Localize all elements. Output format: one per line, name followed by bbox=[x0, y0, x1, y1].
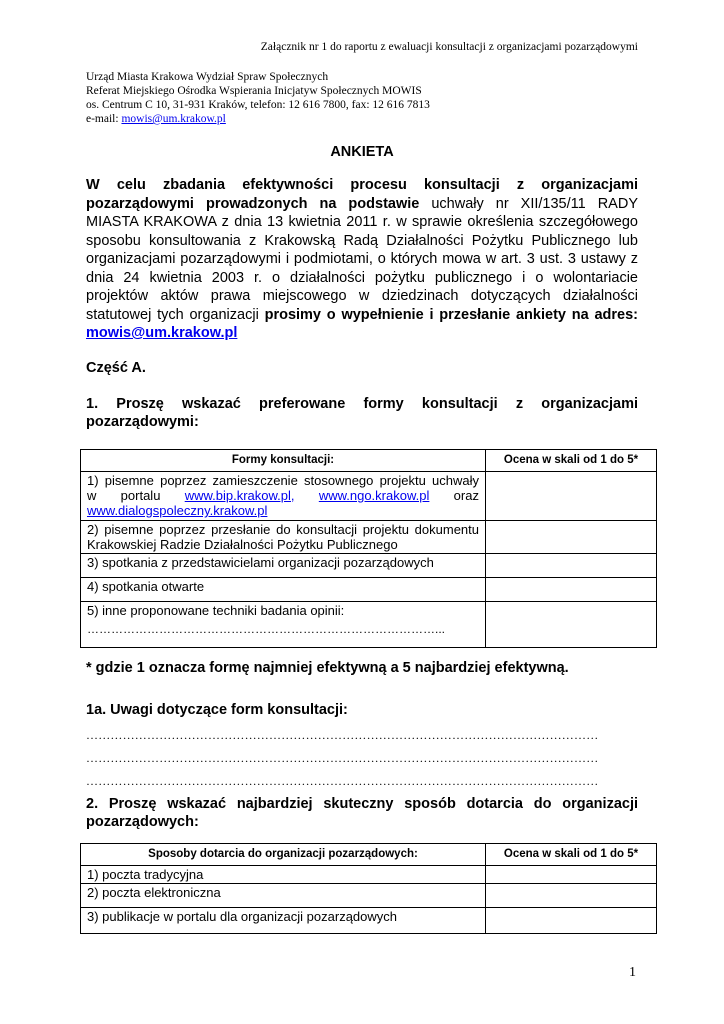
address-line-1: Urząd Miasta Krakowa Wydział Spraw Społecznych bbox=[86, 71, 329, 83]
address-email-line bbox=[86, 112, 430, 126]
ngo-link[interactable]: www.ngo.krakow.pl bbox=[318, 488, 430, 503]
intro-email-link[interactable]: mowis@um.krakow.pl bbox=[86, 325, 238, 341]
table-row bbox=[81, 908, 657, 934]
outreach-methods-table bbox=[80, 843, 657, 934]
table-row bbox=[81, 472, 657, 521]
rating-input-3[interactable] bbox=[486, 554, 657, 578]
email-link[interactable]: mowis@um.krakow.pl bbox=[121, 113, 226, 125]
intro-bold-start: W celu zbadania efektywności procesu konsultacji z organizacjami pozarządowymi prowadzonych na podstawie bbox=[86, 177, 638, 212]
table-row bbox=[81, 602, 657, 648]
table1-row4: 4) spotkania otwarte bbox=[81, 578, 486, 602]
bip-link[interactable]: www.bip.krakow.pl, bbox=[184, 488, 295, 503]
rating-input-6[interactable] bbox=[486, 866, 657, 884]
rating-input-2[interactable] bbox=[486, 521, 657, 554]
page-title: ANKIETA bbox=[330, 144, 394, 160]
table2-row3: 3) publikacje w portalu dla organizacji pozarządowych bbox=[81, 908, 486, 934]
comment-line-1[interactable]: ……………………………………………………………………………………………………………… bbox=[86, 728, 599, 742]
email-label: e-mail: bbox=[86, 113, 122, 125]
table-row bbox=[81, 884, 657, 908]
table2-row2: 2) poczta elektroniczna bbox=[81, 884, 486, 908]
row5-label: 5) inne proponowane techniki badania opinii: bbox=[87, 603, 345, 618]
table1-header-rating: Ocena w skali od 1 do 5* bbox=[486, 450, 657, 472]
table-row bbox=[81, 866, 657, 884]
question-2: 2. Proszę wskazać najbardziej skuteczny sposób dotarcia do organizacji pozarządowych: bbox=[86, 796, 638, 830]
intro-paragraph bbox=[86, 176, 638, 343]
dialog-link[interactable]: www.dialogspoleczny.krakow.pl bbox=[87, 503, 268, 518]
table1-header-forms: Formy konsultacji: bbox=[81, 450, 486, 472]
rating-input-7[interactable] bbox=[486, 884, 657, 908]
footnote: * gdzie 1 oznacza formę najmniej efektywną a 5 najbardziej efektywną. bbox=[86, 660, 569, 676]
rating-input-4[interactable] bbox=[486, 578, 657, 602]
sender-address bbox=[86, 70, 430, 126]
table2-header-rating: Ocena w skali od 1 do 5* bbox=[486, 844, 657, 866]
row1-word-oraz: oraz bbox=[453, 488, 479, 503]
table-row bbox=[81, 521, 657, 554]
rating-input-8[interactable] bbox=[486, 908, 657, 934]
table2-header-methods: Sposoby dotarcia do organizacji pozarządowych: bbox=[81, 844, 486, 866]
table1-row2: 2) pisemne poprzez przesłanie do konsultacji projektu dokumentu Krakowskiej Radzie Działalności Pożytku Publicznego bbox=[81, 521, 486, 554]
row1-line1: 1) pisemne poprzez zamieszczenie stosownego projektu uchwały bbox=[87, 473, 479, 488]
header-note: Załącznik nr 1 do raportu z ewaluacji konsultacji z organizacjami pozarządowymi bbox=[260, 41, 638, 53]
question-1a: 1a. Uwagi dotyczące form konsultacji: bbox=[86, 702, 348, 718]
table1-row5 bbox=[81, 602, 486, 648]
row1-word-w: w bbox=[87, 488, 97, 503]
intro-bold-end: prosimy o wypełnienie i przesłanie ankiety na adres: bbox=[264, 306, 638, 323]
address-line-2: Referat Miejskiego Ośrodka Wspierania Inicjatyw Społecznych MOWIS bbox=[86, 85, 422, 97]
rating-input-1[interactable] bbox=[486, 472, 657, 521]
intro-body: uchwały nr XII/135/11 RADY MIASTA KRAKOWA z dnia 13 kwietnia 2011 r. w sprawie określenia szczegółowego sposobu konsultowania z Krakowską Radą Działalności Pożytku Publicznego lub organizacjami pozarządowymi i podmiotami, o których mowa w art. 3 ust. 3 ustawy z dnia 24 kwietnia 2003 r. o działalności pożytku publicznego i o wolontariacie projektów aktów prawa miejscowego w dziedzinach dotyczących działalności statutowej tych organizacji bbox=[86, 195, 638, 323]
comment-line-3[interactable]: ……………………………………………………………………………………………………………… bbox=[86, 774, 599, 788]
rating-input-5[interactable] bbox=[486, 602, 657, 648]
comment-line-2[interactable]: ……………………………………………………………………………………………………………… bbox=[86, 751, 599, 765]
row1-line2 bbox=[87, 488, 479, 503]
part-a-heading: Część A. bbox=[86, 360, 146, 376]
consultation-forms-table bbox=[80, 449, 657, 648]
table1-row1 bbox=[81, 472, 486, 521]
table-row bbox=[81, 578, 657, 602]
table1-row3: 3) spotkania z przedstawicielami organizacji pozarządowych bbox=[81, 554, 486, 578]
page-number: 1 bbox=[629, 965, 636, 980]
address-line-3: os. Centrum C 10, 31-931 Kraków, telefon: 12 616 7800, fax: 12 616 7813 bbox=[86, 99, 430, 111]
row5-dots: ……………………………………………………………………………... bbox=[87, 622, 446, 636]
row1-word-portalu: portalu bbox=[120, 488, 161, 503]
question-1: 1. Proszę wskazać preferowane formy konsultacji z organizacjami pozarządowymi: bbox=[86, 396, 638, 430]
table-row bbox=[81, 554, 657, 578]
table2-row1: 1) poczta tradycyjna bbox=[81, 866, 486, 884]
